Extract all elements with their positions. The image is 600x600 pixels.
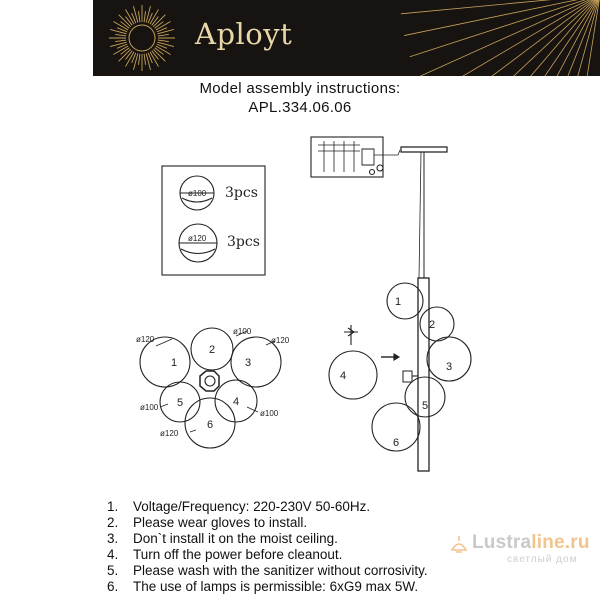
top-num-5: 5 — [176, 397, 184, 409]
side-globe-2 — [420, 307, 454, 341]
part-qty-2: 3pcs — [227, 234, 260, 250]
top-label-1: ø120 — [136, 335, 155, 344]
list-item: 6. The use of lamps is permissible: 6xG9 max 5W. — [107, 579, 419, 595]
top-label-4: ø100 — [140, 403, 159, 412]
watermark-subtitle: светлый дом — [507, 554, 578, 565]
page-title: Model assembly instructions: — [199, 80, 401, 97]
assembly-drawing — [0, 130, 600, 490]
part-diameter-1: ø100 — [188, 189, 207, 198]
globe-icon-120 — [179, 224, 217, 262]
detached-globe-4 — [329, 351, 377, 399]
list-item: 4. Turn off the power before cleanout. — [107, 547, 343, 563]
side-num-6: 6 — [392, 437, 400, 449]
side-num-5: 5 — [421, 400, 429, 412]
top-num-4: 4 — [232, 396, 240, 408]
side-num-4: 4 — [339, 370, 347, 382]
list-item: 1. Voltage/Frequency: 220-230V 50-60Hz. — [107, 499, 371, 514]
model-number: APL.334.06.06 — [248, 99, 352, 116]
sun-rays-decoration — [93, 0, 600, 76]
watermark-logo: Lustraline.ru — [472, 532, 590, 553]
brand-name: Aployt — [195, 17, 293, 51]
top-label-3: ø120 — [271, 336, 290, 345]
parts-box — [162, 166, 265, 275]
top-label-6: ø120 — [160, 429, 179, 438]
globe-1 — [140, 337, 190, 387]
part-qty-1: 3pcs — [225, 185, 258, 201]
brand-banner — [93, 0, 600, 76]
watermark — [447, 532, 590, 582]
top-num-6: 6 — [206, 419, 214, 431]
list-item: 5. Please wash with the sanitizer without corrosivity. — [107, 563, 428, 579]
top-label-2: ø100 — [233, 327, 252, 336]
top-num-3: 3 — [244, 357, 252, 369]
top-num-1: 1 — [170, 357, 178, 369]
side-globe-3 — [427, 337, 471, 381]
part-diameter-2: ø120 — [188, 234, 207, 243]
side-view — [311, 137, 471, 471]
lamp-icon — [447, 534, 471, 558]
side-num-1: 1 — [394, 296, 402, 308]
list-item: 2. Please wear gloves to install. — [107, 515, 308, 531]
top-label-5: ø100 — [260, 409, 279, 418]
top-num-2: 2 — [208, 344, 216, 356]
lamp-rod — [418, 278, 429, 471]
side-num-2: 2 — [428, 319, 436, 331]
side-num-3: 3 — [445, 361, 453, 373]
list-item: 3. Don`t install it on the moist ceiling. — [107, 531, 338, 547]
